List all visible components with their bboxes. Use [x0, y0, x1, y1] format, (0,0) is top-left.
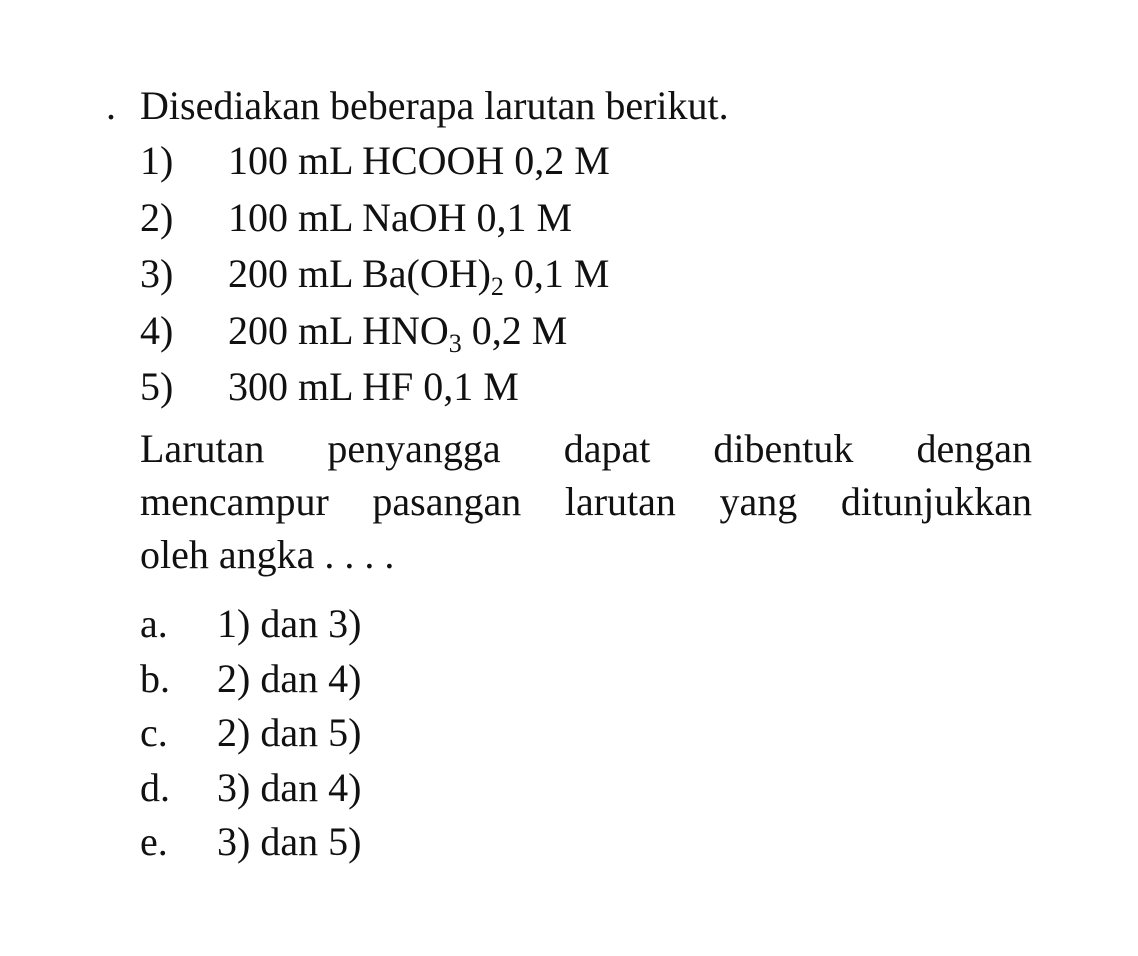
solution-formula-subscript: 2 [490, 272, 504, 301]
option-text: 1) dan 3) [217, 601, 362, 646]
solution-text [228, 305, 567, 357]
solution-text [228, 192, 572, 244]
prompt-word: larutan [564, 479, 676, 524]
solution-concentration: 0,1 M [423, 364, 519, 409]
prompt-word: ditunjukkan [840, 479, 1032, 524]
solution-concentration: 0,2 M [514, 138, 610, 183]
solution-text [228, 361, 519, 413]
option-letter: c. [140, 710, 168, 755]
prompt-word: dibentuk [713, 426, 854, 471]
option-text: 3) dan 4) [217, 764, 362, 810]
prompt-word: yang [719, 479, 798, 524]
solution-formula-base: Ba(OH) [362, 251, 491, 296]
option-letter: e. [140, 819, 168, 864]
solution-volume: 300 mL [228, 364, 353, 409]
prompt-line-2 [140, 475, 1032, 528]
question-intro: Disediakan beberapa larutan berikut. [140, 83, 729, 128]
prompt-word: dapat [563, 426, 651, 471]
prompt-line-3: oleh angka . . . . [140, 532, 395, 577]
solution-label: 4) [140, 307, 174, 353]
prompt-word: penyangga [327, 426, 501, 471]
solution-concentration: 0,1 M [476, 194, 573, 240]
solution-formula [362, 307, 462, 358]
prompt-word: Larutan [140, 426, 265, 471]
question-prompt [140, 422, 1040, 581]
solution-volume: 100 mL [228, 138, 353, 183]
option-text: 3) dan 5) [217, 819, 362, 864]
solution-formula [362, 251, 504, 301]
prompt-word: dengan [916, 426, 1032, 471]
solution-label: 1) [140, 138, 174, 183]
solution-text [228, 135, 610, 187]
solution-formula-base: HNO [362, 307, 449, 353]
option-letter: b. [140, 655, 170, 701]
solution-formula: HCOOH [362, 138, 505, 183]
prompt-line-1 [140, 422, 1032, 475]
option-letter: d. [140, 764, 170, 810]
solution-volume: 200 mL [228, 307, 353, 353]
solution-volume: 200 mL [228, 251, 353, 296]
option-text: 2) dan 5) [217, 710, 362, 755]
prompt-word: pasangan [372, 479, 522, 524]
solution-formula-subscript: 3 [448, 328, 462, 358]
solution-text [228, 248, 610, 300]
solution-label: 5) [140, 364, 174, 409]
option-letter: a. [140, 601, 168, 646]
solution-concentration: 0,2 M [471, 307, 568, 353]
solution-label: 2) [140, 194, 174, 240]
question-number-marker: . [106, 83, 116, 128]
solution-label: 3) [140, 251, 174, 296]
solution-formula: NaOH [362, 194, 467, 240]
option-text: 2) dan 4) [217, 655, 362, 701]
solution-concentration: 0,1 M [513, 251, 610, 296]
solution-volume: 100 mL [228, 194, 353, 240]
prompt-word: mencampur [140, 479, 329, 524]
solution-formula: HF [362, 364, 414, 409]
